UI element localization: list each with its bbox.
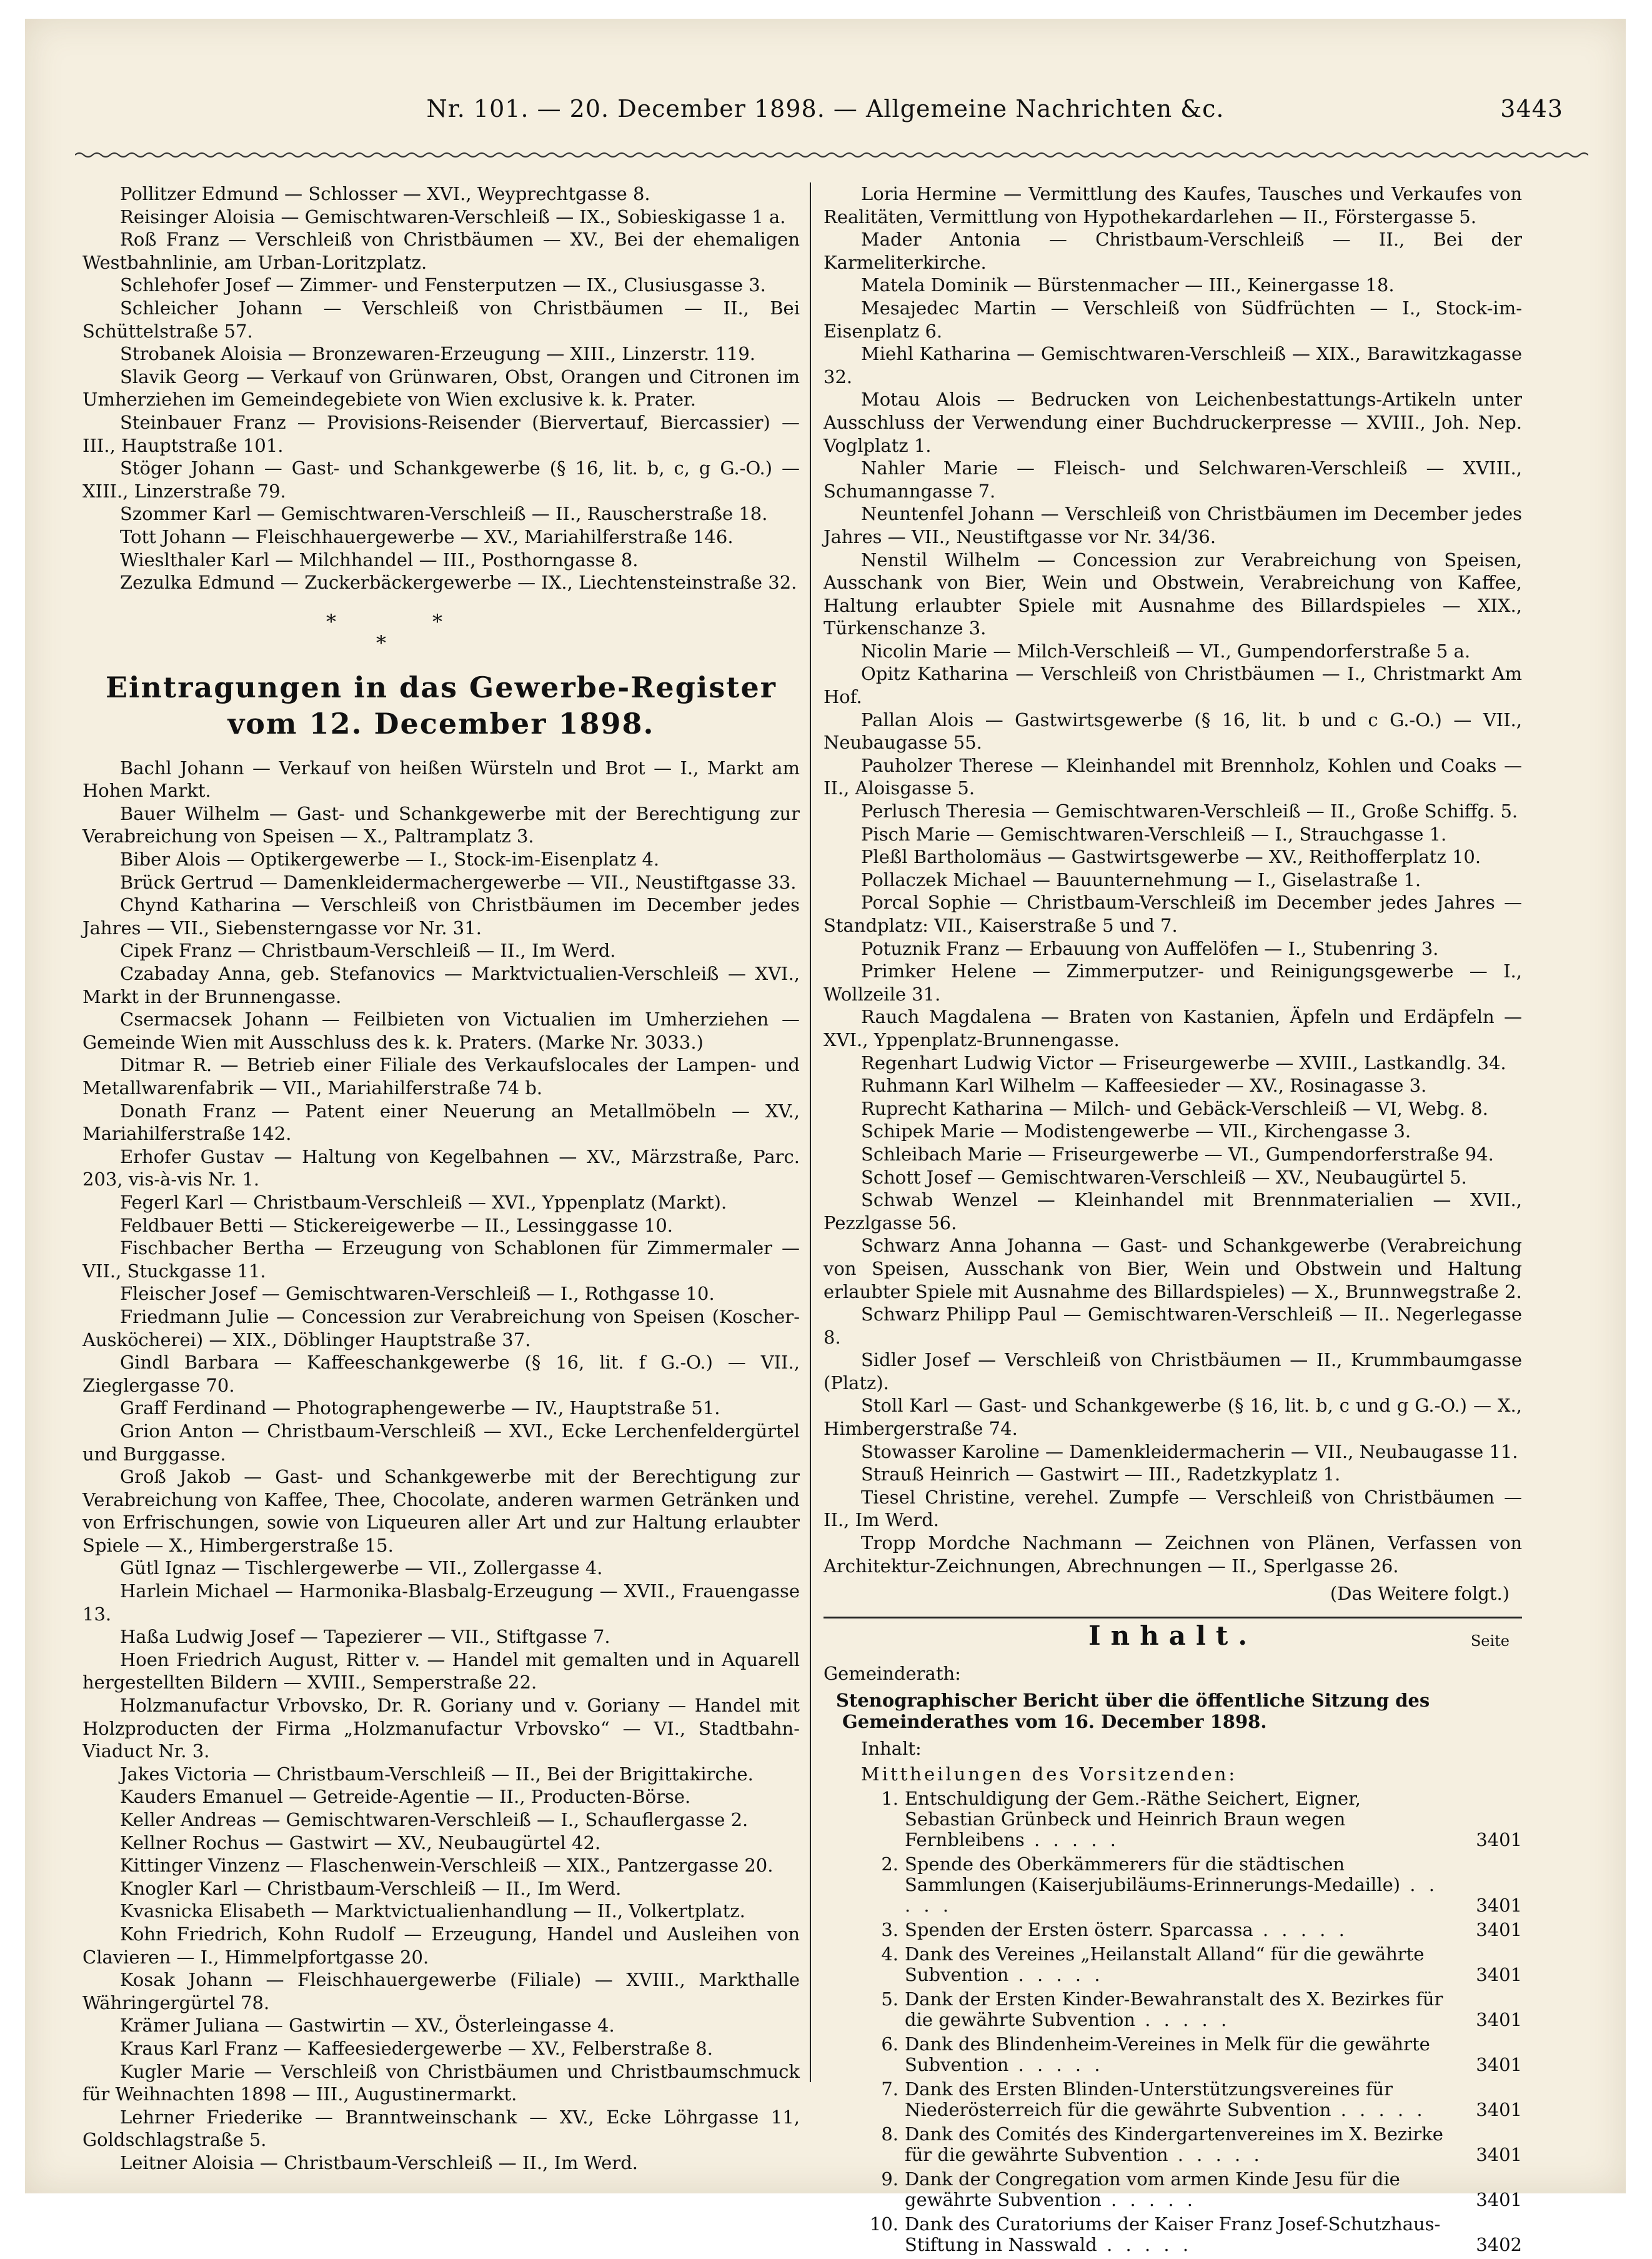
- register-entry: Haßa Ludwig Josef — Tapezierer — VII., Stiftgasse 7.: [120, 1626, 610, 1648]
- toc-item-page: 3401: [1476, 1894, 1522, 1916]
- left-entries-top: [82, 182, 800, 594]
- register-entry: Perlusch Theresia — Gemischtwaren-Verschleiß — II., Große Schiffg. 5.: [861, 800, 1518, 822]
- toc-item: [824, 1944, 1522, 1985]
- register-entry: Pollaczek Michael — Bauunternehmung — I., Giselastraße 1.: [861, 869, 1421, 890]
- register-entry: Kraus Karl Franz — Kaffeesiedergewerbe — XV., Felberstraße 8.: [120, 2037, 713, 2059]
- register-entry: Tott Johann — Fleischhauergewerbe — XV., Mariahilferstraße 146.: [120, 526, 734, 547]
- register-entry: Nicolin Marie — Milch-Verschleiß — VI., Gumpendorferstraße 5 a.: [861, 640, 1471, 662]
- right-column: [824, 182, 1522, 2259]
- register-entry: Slavik Georg — Verkauf von Grünwaren, Obst, Orangen und Citronen im Umherziehen im Gemeindegebiete von Wien exclusive k. k. Prater.: [82, 366, 800, 411]
- register-entry: Pallan Alois — Gastwirtsgewerbe (§ 16, lit. b und c G.-O.) — VII., Neubaugasse 55.: [824, 709, 1522, 754]
- register-entry: Brück Gertrud — Damenkleidermachergewerbe — VII., Neustiftgasse 33.: [120, 871, 797, 893]
- register-entry: Pauholzer Therese — Kleinhandel mit Brennholz, Kohlen und Coaks — II., Aloisgasse 5.: [824, 754, 1522, 799]
- register-entry: Potuznik Franz — Erbauung von Auffelöfen — I., Stubenring 3.: [861, 937, 1439, 959]
- register-entry: Groß Jakob — Gast- und Schankgewerbe mit der Berechtigung zur Verabreichung von Kaffee, Thee, Chocolate, anderen warmen Getränken und von Erfrischungen, sowie von Liqueuren aller Art und zur Haltung erlaubter Spiele — X., Himbergerstraße 15.: [82, 1466, 800, 1556]
- register-entry: Stoll Karl — Gast- und Schankgewerbe (§ 16, lit. b, c und g G.-O.) — X., Himbergerstraße 74.: [824, 1395, 1522, 1440]
- toc-item-page: 3401: [1476, 1963, 1522, 1985]
- inhalt-label: Inhalt:: [861, 1738, 922, 1760]
- toc-item-page: 3401: [1476, 2098, 1522, 2120]
- toc-item: [824, 2169, 1522, 2210]
- toc-item-page: 3402: [1476, 2233, 1522, 2255]
- register-entry: Ruhmann Karl Wilhelm — Kaffeesieder — XV., Rosinagasse 3.: [861, 1075, 1427, 1097]
- register-entry: Wieslthaler Karl — Milchhandel — III., Posthorngasse 8.: [120, 549, 639, 571]
- toc-item: [824, 2124, 1522, 2165]
- toc-item-number: 8.: [881, 2123, 898, 2145]
- register-entry: Kittinger Vinzenz — Flaschenwein-Verschleiß — XIX., Pantzergasse 20.: [120, 1855, 774, 1877]
- toc-leader-dots: . . . . .: [1331, 2098, 1426, 2120]
- toc-leader-dots: . . . . .: [1135, 2008, 1231, 2030]
- toc-leader-dots: . . . . .: [1101, 2188, 1197, 2210]
- left-entries-main: [82, 757, 800, 2175]
- register-entry: Feldbauer Betti — Stickereigewerbe — II., Lessinggasse 10.: [120, 1214, 673, 1236]
- register-entry: Szommer Karl — Gemischtwaren-Verschleiß — II., Rauscherstraße 18.: [120, 503, 768, 525]
- register-entry: Kauders Emanuel — Getreide-Agentie — II., Producten-Börse.: [120, 1786, 691, 1808]
- toc-item-page: 3401: [1476, 2053, 1522, 2075]
- mitteilungen-label: Mittheilungen des Vorsitzenden:: [861, 1763, 1238, 1785]
- toc-item-text: Dank des Ersten Blinden-Unterstützungsvereines für Niederösterreich für die gewährte Subvention: [905, 2078, 1393, 2120]
- toc-item-text: Spenden der Ersten österr. Sparcassa: [905, 1918, 1253, 1940]
- inhalt-header: [824, 1618, 1522, 1662]
- toc-item-text: Dank des Curatoriums der Kaiser Franz Josef-Schutzhaus-Stiftung in Nasswald: [905, 2213, 1441, 2255]
- register-entry: Kohn Friedrich, Kohn Rudolf — Erzeugung, Handel und Ausleihen von Clavieren — I., Himmelpfortgasse 20.: [82, 1923, 800, 1968]
- toc-item-text: Spende des Oberkämmerers für die städtischen Sammlungen (Kaiserjubiläums-Erinnerungs-Medaille): [905, 1853, 1401, 1895]
- register-entry: Sidler Josef — Verschleiß von Christbäumen — II., Krummbaumgasse (Platz).: [824, 1349, 1522, 1394]
- page-number: 3443: [1500, 95, 1563, 122]
- register-entry: Bachl Johann — Verkauf von heißen Würsteln und Brot — I., Markt am Hohen Markt.: [82, 757, 800, 802]
- header-wavy-rule: [75, 150, 1588, 160]
- register-entry: Tropp Mordche Nachmann — Zeichnen von Plänen, Verfassen von Architektur-Zeichnungen, Abrechnungen — II., Sperlgasse 26.: [824, 1532, 1522, 1577]
- toc-leader-dots: . . . . .: [1008, 1963, 1104, 1985]
- toc-item-page: 3401: [1476, 1918, 1522, 1940]
- toc-item-number: 10.: [869, 2213, 898, 2235]
- toc-item: [824, 2034, 1522, 2075]
- register-entry: Opitz Katharina — Verschleiß von Christbäumen — I., Christmarkt Am Hof.: [824, 663, 1522, 708]
- inhalt-subheading: Stenographischer Bericht über die öffentliche Sitzung des Gemeinderathes vom 16. December 1898.: [836, 1690, 1430, 1733]
- toc-leader-dots: . . . . .: [1008, 2053, 1104, 2075]
- toc-item-text: Dank des Blindenheim-Vereines in Melk für die gewährte Subvention: [905, 2033, 1430, 2075]
- section-separator-stars: [82, 607, 800, 656]
- register-entry: Neuntenfel Johann — Verschleiß von Christbäumen im December jedes Jahres — VII., Neustiftgasse vor Nr. 34/36.: [824, 503, 1522, 547]
- toc-leader-dots: . . . . .: [1097, 2233, 1193, 2255]
- register-entry: Leitner Aloisia — Christbaum-Verschleiß — II., Im Werd.: [120, 2152, 638, 2173]
- register-entry: Lehrner Friederike — Branntweinschank — XV., Ecke Löhrgasse 11, Goldschlagstraße 5.: [82, 2106, 800, 2151]
- star-2: *: [432, 609, 442, 634]
- register-entry: Czabaday Anna, geb. Stefanovics — Marktvictualien-Verschleiß — XVI., Markt in der Brunnengasse.: [82, 963, 800, 1007]
- toc-item-text: Dank des Vereines „Heilanstalt Alland“ für die gewährte Subvention: [905, 1943, 1425, 1985]
- seite-label: Seite: [1470, 1632, 1510, 1650]
- toc-item-number: 5.: [881, 1988, 898, 2010]
- register-entry: Chynd Katharina — Verschleiß von Christbäumen im December jedes Jahres — VII., Siebensterngasse vor Nr. 31.: [82, 894, 800, 939]
- toc-item-page: 3401: [1476, 1828, 1522, 1850]
- toc-item-text: Entschuldigung der Gem.-Räthe Seichert, Eigner, Sebastian Grünbeck und Heinrich Braun wegen Fernbleibens: [905, 1787, 1361, 1850]
- register-entry: Schwarz Anna Johanna — Gast- und Schankgewerbe (Verabreichung von Speisen, Ausschank von Bier, Wein und Obstwein und Haltung erlaubter Spiele mit Ausnahme des Billardspieles) — X., Brunnwegstraße 2.: [824, 1235, 1522, 1302]
- register-entry: Holzmanufactur Vrbovsko, Dr. R. Goriany und v. Goriany — Handel mit Holzproducten der Firma „Holzmanufactur Vrbovsko“ — VI., Stadtbahn-Viaduct Nr. 3.: [82, 1695, 800, 1762]
- header-title: Nr. 101. — 20. December 1898. — Allgemeine Nachrichten &c.: [426, 95, 1225, 122]
- register-entry: Loria Hermine — Vermittlung des Kaufes, Tausches und Verkaufes von Realitäten, Vermittlung von Hypothekardarlehen — II., Förstergasse 5.: [824, 183, 1522, 227]
- toc-item-text: Dank des Comités des Kindergartenvereines im X. Bezirke für die gewährte Subvention: [905, 2123, 1443, 2165]
- register-entry: Pollitzer Edmund — Schlosser — XVI., Weyprechtgasse 8.: [120, 183, 650, 204]
- toc-item-number: 1.: [881, 1787, 898, 1809]
- register-entry: Mader Antonia — Christbaum-Verschleiß — II., Bei der Karmeliterkirche.: [824, 229, 1522, 273]
- left-column: [82, 182, 800, 2175]
- register-entry: Hoen Friedrich August, Ritter v. — Handel mit gemalten und in Aquarell hergestellten Bildern — XVIII., Semperstraße 22.: [82, 1648, 800, 1693]
- toc-item-number: 4.: [881, 1943, 898, 1965]
- register-entry: Donath Franz — Patent einer Neuerung an Metallmöbeln — XV., Mariahilferstraße 142.: [82, 1100, 800, 1145]
- register-entry: Strobanek Aloisia — Bronzewaren-Erzeugung — XIII., Linzerstr. 119.: [120, 343, 755, 365]
- register-entry: Miehl Katharina — Gemischtwaren-Verschleiß — XIX., Barawitzkagasse 32.: [824, 343, 1522, 387]
- register-entry: Bauer Wilhelm — Gast- und Schankgewerbe mit der Berechtigung zur Verabreichung von Speisen — X., Paltramplatz 3.: [82, 802, 800, 847]
- table-of-contents: [824, 1788, 1522, 2255]
- inhalt-section: Gemeinderath:: [824, 1662, 961, 1684]
- toc-item: [824, 1854, 1522, 1916]
- register-entry: Steinbauer Franz — Provisions-Reisender (Biervertauf, Biercassier) — III., Hauptstraße 101.: [82, 411, 800, 456]
- right-entries: [824, 182, 1522, 1577]
- toc-item-page: 3401: [1476, 2008, 1522, 2030]
- register-entry: Schlehofer Josef — Zimmer- und Fensterputzen — IX., Clusiusgasse 3.: [120, 274, 766, 296]
- inhalt-title: Inhalt.: [1088, 1620, 1257, 1651]
- toc-item-number: 6.: [881, 2033, 898, 2055]
- toc-item: [824, 1920, 1522, 1940]
- register-entry: Graff Ferdinand — Photographengewerbe — IV., Hauptstraße 51.: [120, 1397, 720, 1419]
- toc-item: [824, 2214, 1522, 2255]
- register-entry: Schwab Wenzel — Kleinhandel mit Brennmaterialien — XVII., Pezzlgasse 56.: [824, 1189, 1522, 1234]
- register-entry: Kugler Marie — Verschleiß von Christbäumen und Christbaumschmuck für Weihnachten 1898 — III., Augustinermarkt.: [82, 2060, 800, 2105]
- register-entry: Pisch Marie — Gemischtwaren-Verschleiß — I., Strauchgasse 1.: [861, 823, 1447, 845]
- register-entry: Fegerl Karl — Christbaum-Verschleiß — XVI., Yppenplatz (Markt).: [120, 1191, 727, 1213]
- register-entry: Csermacsek Johann — Feilbieten von Victualien im Umherziehen — Gemeinde Wien mit Ausschluss des k. k. Praters. (Marke Nr. 3033.): [82, 1009, 800, 1053]
- register-entry: Erhofer Gustav — Haltung von Kegelbahnen — XV., Märzstraße, Parc. 203, vis-à-vis Nr. 1.: [82, 1145, 800, 1190]
- register-entry: Nahler Marie — Fleisch- und Selchwaren-Verschleiß — XVIII., Schumanngasse 7.: [824, 457, 1522, 502]
- toc-leader-dots: . . . . .: [1168, 2143, 1263, 2165]
- star-1: *: [326, 609, 336, 634]
- section-heading-line-1: Eintragungen in das Gewerbe-Register: [106, 670, 777, 704]
- register-entry: Gütl Ignaz — Tischlergewerbe — VII., Zollergasse 4.: [120, 1557, 603, 1579]
- newspaper-page: [25, 19, 1626, 2255]
- register-entry: Nenstil Wilhelm — Concession zur Verabreichung von Speisen, Ausschank von Bier, Wein und Obstwein, Verabreichung von Kaffee, Haltung erlaubter Spiele mit Ausnahme des Billardspieles — XIX., Türkenschanze 3.: [824, 549, 1522, 639]
- register-entry: Roß Franz — Verschleiß von Christbäumen — XV., Bei der ehemaligen Westbahnlinie, am Urban-Loritzplatz.: [82, 229, 800, 273]
- register-entry: Strauß Heinrich — Gastwirt — III., Radetzkyplatz 1.: [861, 1464, 1341, 1485]
- register-entry: Schleibach Marie — Friseurgewerbe — VI., Gumpendorferstraße 94.: [861, 1143, 1494, 1165]
- column-divider: [810, 182, 811, 2082]
- register-entry: Rauch Magdalena — Braten von Kastanien, Äpfeln und Erdäpfeln — XVI., Yppenplatz-Brunnengasse.: [824, 1006, 1522, 1050]
- register-entry: Ruprecht Katharina — Milch- und Gebäck-Verschleiß — VI, Webg. 8.: [861, 1097, 1488, 1119]
- register-entry: Schwarz Philipp Paul — Gemischtwaren-Verschleiß — II.. Negerlegasse 8.: [824, 1304, 1522, 1348]
- register-entry: Jakes Victoria — Christbaum-Verschleiß — II., Bei der Brigittakirche.: [120, 1763, 754, 1785]
- page-header: [50, 89, 1601, 132]
- register-entry: Schipek Marie — Modistengewerbe — VII., Kirchengasse 3.: [861, 1120, 1411, 1142]
- toc-item-page: 3401: [1476, 2188, 1522, 2210]
- register-entry: Grion Anton — Christbaum-Verschleiß — XVI., Ecke Lerchenfeldergürtel und Burggasse.: [82, 1420, 800, 1465]
- toc-item: [824, 1788, 1522, 1850]
- toc-item-number: 7.: [881, 2078, 898, 2100]
- register-entry: Cipek Franz — Christbaum-Verschleiß — II., Im Werd.: [120, 940, 616, 962]
- star-3: *: [376, 631, 386, 655]
- toc-leader-dots: . . . . .: [905, 1873, 1438, 1916]
- register-entry: Stowasser Karoline — Damenkleidermacherin — VII., Neubaugasse 11.: [861, 1440, 1518, 1462]
- toc-item: [824, 2079, 1522, 2120]
- register-entry: Kosak Johann — Fleischhauergewerbe (Filiale) — XVIII., Markthalle Währingergürtel 78.: [82, 1969, 800, 2013]
- register-entry: Reisinger Aloisia — Gemischtwaren-Verschleiß — IX., Sobieskigasse 1 a.: [120, 206, 786, 227]
- register-entry: Ditmar R. — Betrieb einer Filiale des Verkaufslocales der Lampen- und Metallwarenfabrik — VII., Mariahilferstraße 74 b.: [82, 1054, 800, 1099]
- register-entry: Fleischer Josef — Gemischtwaren-Verschleiß — I., Rothgasse 10.: [120, 1283, 715, 1305]
- continued-note: (Das Weitere folgt.): [1330, 1583, 1510, 1605]
- register-entry: Matela Dominik — Bürstenmacher — III., Keinergasse 18.: [861, 274, 1395, 296]
- register-entry: Knogler Karl — Christbaum-Verschleiß — II., Im Werd.: [120, 1877, 622, 1899]
- register-entry: Schott Josef — Gemischtwaren-Verschleiß — XV., Neubaugürtel 5.: [861, 1166, 1467, 1188]
- toc-leader-dots: . . . . .: [1024, 1828, 1120, 1850]
- toc-item-text: Dank der Congregation vom armen Kinde Jesu für die gewährte Subvention: [905, 2168, 1400, 2210]
- toc-item: [824, 1989, 1522, 2030]
- register-entry: Gindl Barbara — Kaffeeschankgewerbe (§ 16, lit. f G.-O.) — VII., Zieglergasse 70.: [82, 1352, 800, 1396]
- register-entry: Friedmann Julie — Concession zur Verabreichung von Speisen (Koscher-Ausköcherei) — XIX., Döblinger Hauptstraße 37.: [82, 1305, 800, 1350]
- register-entry: Keller Andreas — Gemischtwaren-Verschleiß — I., Schauflergasse 2.: [120, 1809, 749, 1830]
- toc-item-number: 2.: [881, 1853, 898, 1875]
- register-entry: Motau Alois — Bedrucken von Leichenbestattungs-Artikeln unter Ausschluss der Verwendung einer Buchdruckerpresse — XVIII., Joh. Nep. Voglplatz 1.: [824, 389, 1522, 456]
- section-heading: [82, 669, 800, 742]
- toc-item-text: Dank der Ersten Kinder-Bewahranstalt des X. Bezirkes für die gewährte Subvention: [905, 1988, 1443, 2030]
- register-entry: Tiesel Christine, verehel. Zumpfe — Verschleiß von Christbäumen — II., Im Werd.: [824, 1486, 1522, 1531]
- toc-item-number: 9.: [881, 2168, 898, 2190]
- register-entry: Pleßl Bartholomäus — Gastwirtsgewerbe — XV., Reithofferplatz 10.: [861, 846, 1481, 868]
- register-entry: Krämer Juliana — Gastwirtin — XV., Österleingasse 4.: [120, 2015, 615, 2037]
- register-entry: Harlein Michael — Harmonika-Blasbalg-Erzeugung — XVII., Frauengasse 13.: [82, 1580, 800, 1625]
- toc-leader-dots: . . . . .: [1253, 1918, 1348, 1940]
- register-entry: Mesajedec Martin — Verschleiß von Südfrüchten — I., Stock-im-Eisenplatz 6.: [824, 297, 1522, 342]
- toc-item-page: 3401: [1476, 2143, 1522, 2165]
- register-entry: Schleicher Johann — Verschleiß von Christbäumen — II., Bei Schüttelstraße 57.: [82, 297, 800, 342]
- register-entry: Kvasnicka Elisabeth — Marktvictualienhandlung — II., Volkertplatz.: [120, 1900, 745, 1922]
- register-entry: Porcal Sophie — Christbaum-Verschleiß im December jedes Jahres — Standplatz: VII., Kaiserstraße 5 und 7.: [824, 892, 1522, 936]
- register-entry: Primker Helene — Zimmerputzer- und Reinigungsgewerbe — I., Wollzeile 31.: [824, 960, 1522, 1005]
- register-entry: Biber Alois — Optikergewerbe — I., Stock-im-Eisenplatz 4.: [120, 849, 660, 870]
- register-entry: Fischbacher Bertha — Erzeugung von Schablonen für Zimmermaler — VII., Stuckgasse 11.: [82, 1237, 800, 1282]
- register-entry: Regenhart Ludwig Victor — Friseurgewerbe — XVIII., Lastkandlg. 34.: [861, 1052, 1506, 1074]
- section-heading-line-2: vom 12. December 1898.: [227, 706, 655, 741]
- toc-item-number: 3.: [881, 1918, 898, 1940]
- register-entry: Zezulka Edmund — Zuckerbäckergewerbe — IX., Liechtensteinstraße 32.: [120, 572, 797, 594]
- register-entry: Kellner Rochus — Gastwirt — XV., Neubaugürtel 42.: [120, 1832, 601, 1853]
- register-entry: Stöger Johann — Gast- und Schankgewerbe (§ 16, lit. b, c, g G.-O.) — XIII., Linzerstraße 79.: [82, 457, 800, 502]
